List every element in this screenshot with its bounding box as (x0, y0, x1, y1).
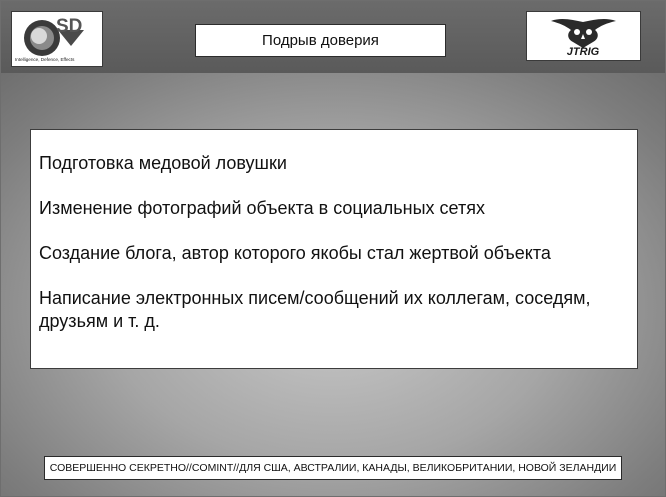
list-item: Написание электронных писем/сообщений их коллегам, соседям, друзьям и т. д. (39, 288, 591, 331)
page-title (195, 24, 446, 57)
gcsd-logo-icon (12, 12, 102, 66)
jtrig-logo-text: JTRIG (566, 46, 600, 58)
list-item: Подготовка медовой ловушки (39, 153, 287, 173)
list-item: Создание блога, автор которого якобы стал жертвой объекта (39, 243, 551, 263)
jtrig-owl-logo-icon (527, 12, 640, 60)
gcsd-logo-letters: SD (56, 16, 83, 37)
list-item: Изменение фотографий объекта в социальных сетях (39, 198, 485, 218)
classification-banner (44, 456, 622, 480)
bullet-list (39, 152, 637, 333)
page-title-text: Подрыв доверия (262, 32, 379, 49)
gcsd-logo-tagline: Intelligence, Defence, Effects (15, 57, 75, 62)
jtrig-logo (526, 11, 641, 61)
classification-text: СОВЕРШЕННО СЕКРЕТНО//COMINT//ДЛЯ США, АВСТРАЛИИ, КАНАДЫ, ВЕЛИКОБРИТАНИИ, НОВОЙ ЗЕЛАНДИИ (49, 462, 617, 474)
content-box (30, 129, 638, 369)
gcsd-logo (11, 11, 103, 67)
